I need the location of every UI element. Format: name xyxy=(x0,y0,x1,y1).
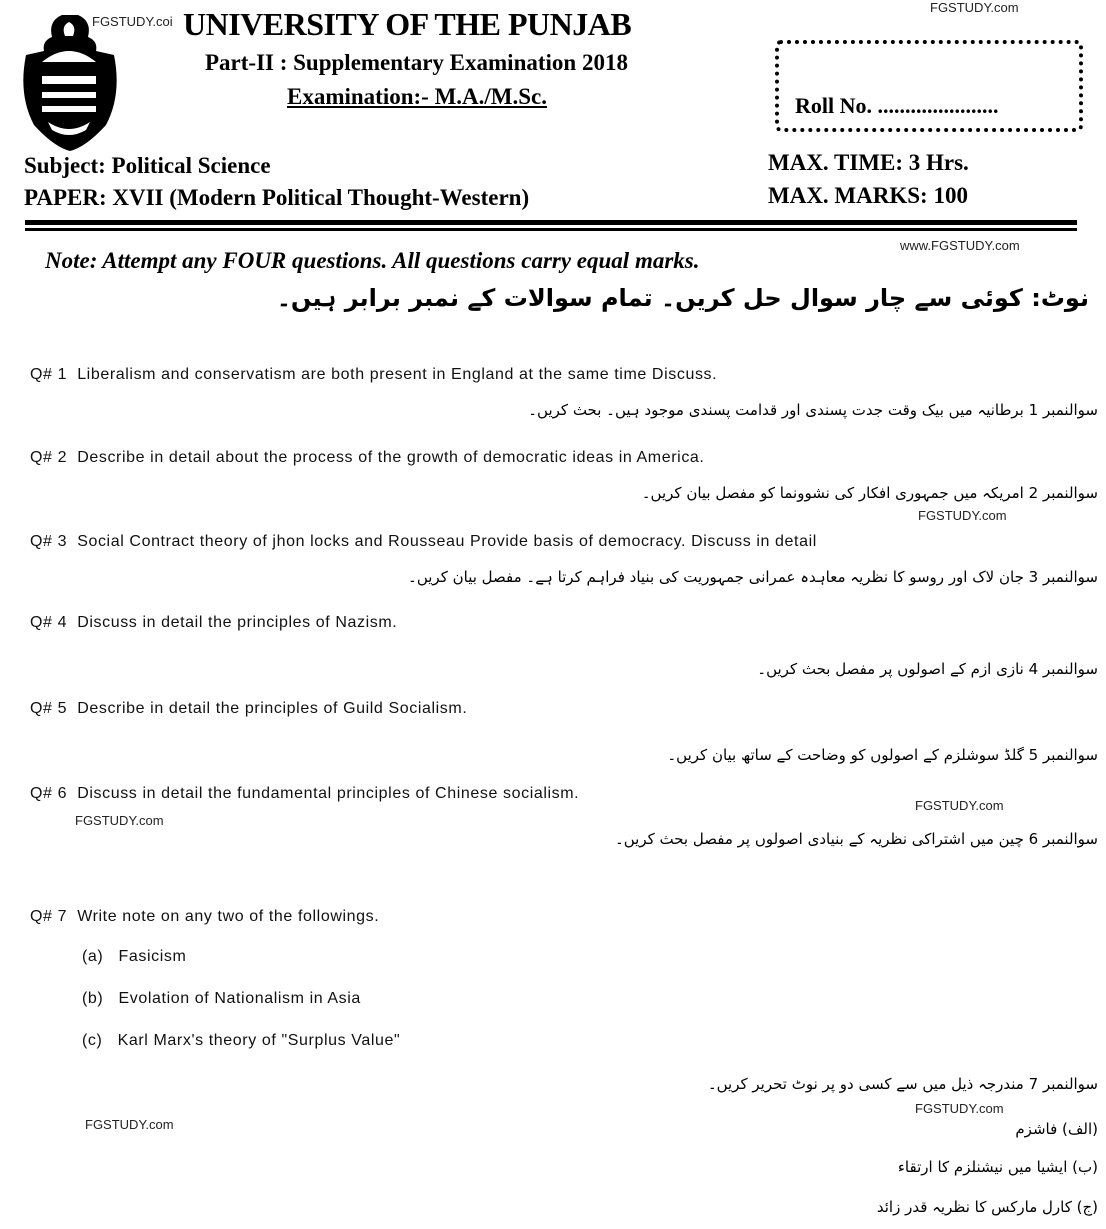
question-number: Q# 4 xyxy=(30,614,68,631)
question-text: Social Contract theory of jhon locks and Rousseau Provide basis of democracy. Discuss in detail xyxy=(77,533,817,550)
part-label: (a) xyxy=(82,948,104,965)
watermark: FGSTUDY.com xyxy=(915,1101,1004,1116)
watermark: FGSTUDY.coi xyxy=(92,14,173,29)
exam-part: Part-II : Supplementary Examination 2018 xyxy=(205,50,628,75)
question-text: Liberalism and conservatism are both present in England at the same time Discuss. xyxy=(77,366,718,383)
question-urdu: سوالنمبر 4 نازی ازم کے اصولوں پر مفصل بحث کریں۔ xyxy=(757,660,1098,678)
question-urdu: سوالنمبر 3 جان لاک اور روسو کا نظریہ معاہدہ عمرانی جمہوریت کی بنیاد فراہم کرتا ہے۔ مفصل بیان کریں۔ xyxy=(408,568,1098,586)
question-number: Q# 6 xyxy=(30,785,68,802)
divider xyxy=(25,220,1077,225)
note-english: Note: Attempt any FOUR questions. All questions carry equal marks. xyxy=(45,248,700,273)
question-text: Describe in detail about the process of the growth of democratic ideas in America. xyxy=(77,449,705,466)
watermark: www.FGSTUDY.com xyxy=(900,238,1020,253)
max-time: MAX. TIME: 3 Hrs. xyxy=(768,150,969,175)
examination: Examination:- M.A./M.Sc. xyxy=(287,84,548,109)
question-urdu: سوالنمبر 2 امریکہ میں جمہوری افکار کی نشوونما کو مفصل بیان کریں۔ xyxy=(641,484,1098,502)
question-text: Write note on any two of the followings. xyxy=(77,908,380,925)
question-text: Discuss in detail the principles of Nazism. xyxy=(77,614,398,631)
watermark: FGSTUDY.com xyxy=(85,1117,174,1132)
watermark: FGSTUDY.com xyxy=(75,813,164,828)
paper: PAPER: XVII (Modern Political Thought-Western) xyxy=(24,185,530,210)
question-urdu: سوالنمبر 1 برطانیہ میں بیک وقت جدت پسندی اور قدامت پسندی موجود ہیں۔ بحث کریں۔ xyxy=(528,401,1098,419)
part-urdu: (الف) فاشزم xyxy=(1015,1120,1098,1138)
watermark: FGSTUDY.com xyxy=(930,0,1019,15)
question-number: Q# 7 xyxy=(30,908,68,925)
question-number: Q# 3 xyxy=(30,533,68,550)
subject: Subject: Political Science xyxy=(24,153,271,178)
note-urdu: نوٹ: کوئی سے چار سوال حل کریں۔ تمام سوالات کے نمبر برابر ہیں۔ xyxy=(276,284,1089,312)
question-urdu: سوالنمبر 6 چین میں اشتراکی نظریہ کے بنیادی اصولوں پر مفصل بحث کریں۔ xyxy=(614,830,1098,848)
part-urdu: (ب) ایشیا میں نیشنلزم کا ارتقاء xyxy=(897,1158,1098,1176)
question-number: Q# 2 xyxy=(30,449,68,466)
part-text: Evolation of Nationalism in Asia xyxy=(118,990,361,1007)
part-label: (c) xyxy=(82,1032,103,1049)
part-text: Fasicism xyxy=(118,948,187,965)
university-logo xyxy=(12,10,127,160)
question-number: Q# 1 xyxy=(30,366,68,383)
question-urdu: سوالنمبر 7 مندرجہ ذیل میں سے کسی دو پر نوٹ تحریر کریں۔ xyxy=(707,1075,1098,1093)
question-urdu: سوالنمبر 5 گلڈ سوشلزم کے اصولوں کو وضاحت کے ساتھ بیان کریں۔ xyxy=(667,746,1098,764)
university-name: UNIVERSITY OF THE PUNJAB xyxy=(183,6,632,42)
max-marks: MAX. MARKS: 100 xyxy=(768,183,968,208)
roll-number: Roll No. ...................... xyxy=(795,93,999,118)
part-text: Karl Marx's theory of "Surplus Value" xyxy=(117,1032,401,1049)
part-urdu: (ج) کارل مارکس کا نظریہ قدر زائد xyxy=(876,1198,1098,1216)
watermark: FGSTUDY.com xyxy=(915,798,1004,813)
question-text: Describe in detail the principles of Guild Socialism. xyxy=(77,700,468,717)
part-label: (b) xyxy=(82,990,104,1007)
watermark: FGSTUDY.com xyxy=(918,508,1007,523)
divider xyxy=(25,228,1077,231)
question-text: Discuss in detail the fundamental principles of Chinese socialism. xyxy=(77,785,580,802)
question-number: Q# 5 xyxy=(30,700,68,717)
